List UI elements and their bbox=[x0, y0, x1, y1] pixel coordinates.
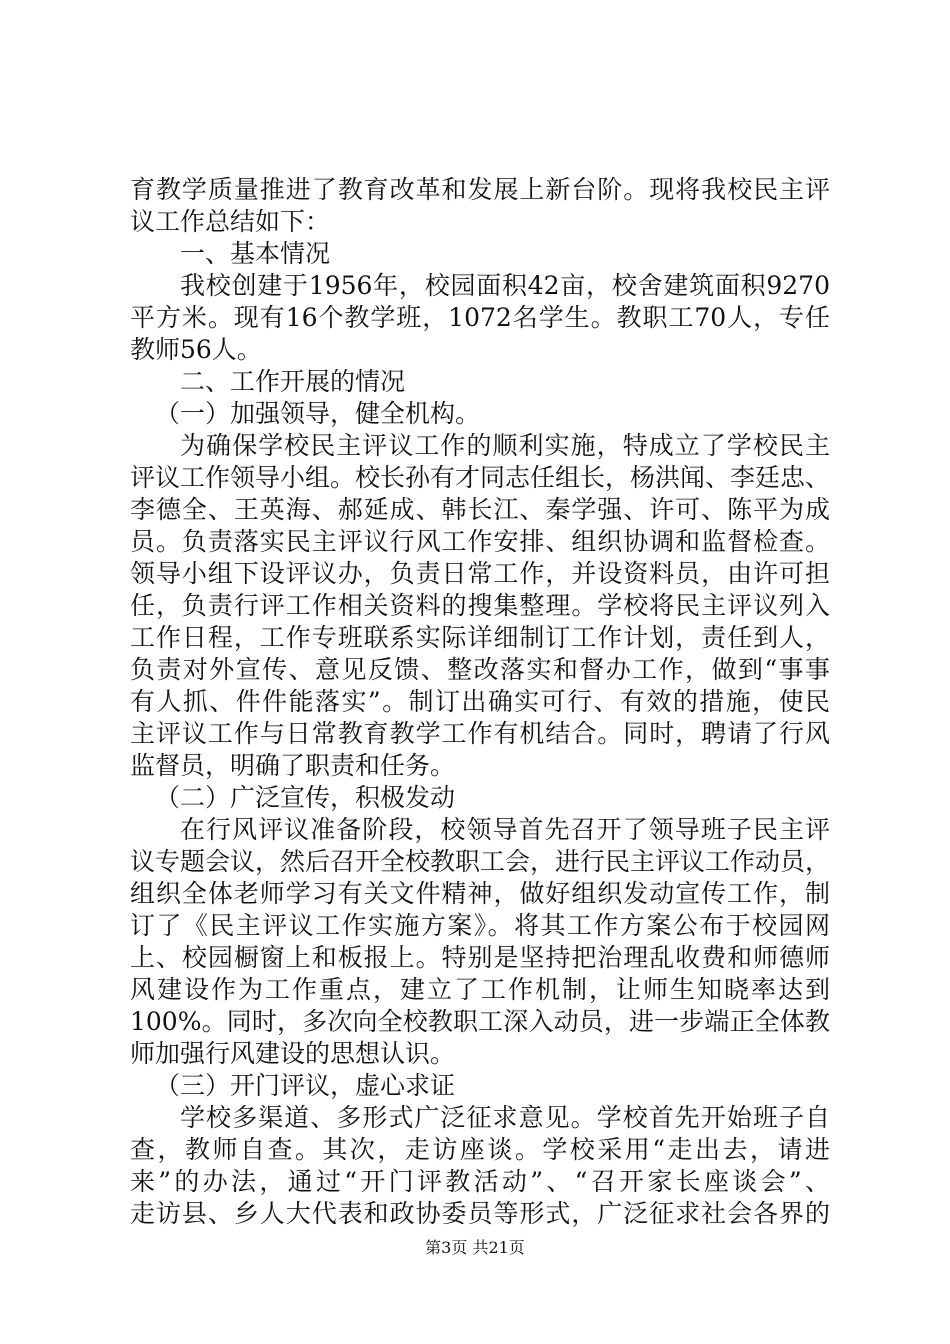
text-line: 来”的办法，通过“开门评教活动”、“召开家长座谈会”、 bbox=[130, 1167, 830, 1196]
text-line: 有人抓、件件能落实”。制订出确实可行、有效的措施，使民 bbox=[130, 687, 830, 716]
text-line: 工作日程，工作专班联系实际详细制订工作计划，责任到人， bbox=[130, 623, 830, 652]
text-line: 二、工作开展的情况 bbox=[180, 367, 406, 396]
text-line: 在行风评议准备阶段，校领导首先召开了领导班子民主评 bbox=[180, 815, 830, 844]
document-body bbox=[130, 174, 830, 1230]
text-line: 走访县、乡人大代表和政协委员等形式，广泛征求社会各界的 bbox=[130, 1199, 830, 1228]
text-line: 监督员，明确了职责和任务。 bbox=[130, 751, 456, 780]
text-line: 议专题会议，然后召开全校教职工会，进行民主评议工作动员， bbox=[130, 847, 830, 876]
text-line: 负责对外宣传、意见反馈、整改落实和督办工作，做到“事事 bbox=[130, 655, 830, 684]
text-line: 师加强行风建设的思想认识。 bbox=[130, 1039, 456, 1068]
text-line: 平方米。现有16个教学班，1072名学生。教职工70人，专任 bbox=[130, 303, 830, 332]
text-line: 李德全、王英海、郝延成、韩长江、秦学强、许可、陈平为成 bbox=[130, 495, 830, 524]
text-line: 学校多渠道、多形式广泛征求意见。学校首先开始班子自 bbox=[180, 1103, 830, 1132]
text-line: 育教学质量推进了教育改革和发展上新台阶。现将我校民主评 bbox=[130, 175, 830, 204]
page-footer: 第3页 共21页 bbox=[425, 1238, 525, 1257]
text-line: 上、校园橱窗上和板报上。特别是坚持把治理乱收费和师德师 bbox=[130, 943, 830, 972]
text-line: 100%。同时，多次向全校教职工深入动员，进一步端正全体教 bbox=[130, 1007, 830, 1036]
text-line: 订了《民主评议工作实施方案》。将其工作方案公布于校园网 bbox=[130, 911, 830, 940]
text-line: 查，教师自查。其次，走访座谈。学校采用“走出去，请进 bbox=[130, 1135, 830, 1164]
text-line: （三）开门评议，虚心求证 bbox=[155, 1071, 456, 1100]
text-line: 我校创建于1956年，校园面积42亩，校舍建筑面积9270 bbox=[180, 271, 830, 300]
text-line: 主评议工作与日常教育教学工作有机结合。同时，聘请了行风 bbox=[130, 719, 830, 748]
text-line: 评议工作领导小组。校长孙有才同志任组长，杨洪闻、李廷忠、 bbox=[130, 463, 830, 492]
text-line: 任，负责行评工作相关资料的搜集整理。学校将民主评议列入 bbox=[130, 591, 830, 620]
text-line: 为确保学校民主评议工作的顺利实施，特成立了学校民主 bbox=[180, 431, 830, 460]
text-line: 员。负责落实民主评议行风工作安排、组织协调和监督检查。 bbox=[130, 527, 830, 556]
text-line: 议工作总结如下： bbox=[130, 207, 331, 236]
text-line: 教师56人。 bbox=[130, 335, 262, 364]
text-line: （二）广泛宣传，积极发动 bbox=[155, 783, 456, 812]
text-line: （一）加强领导，健全机构。 bbox=[155, 399, 481, 428]
text-line: 风建设作为工作重点，建立了工作机制，让师生知晓率达到 bbox=[130, 975, 830, 1004]
text-line: 领导小组下设评议办，负责日常工作，并设资料员，由许可担 bbox=[130, 559, 830, 588]
text-line: 组织全体老师学习有关文件精神，做好组织发动宣传工作，制 bbox=[130, 879, 830, 908]
text-line: 一、基本情况 bbox=[180, 239, 331, 268]
